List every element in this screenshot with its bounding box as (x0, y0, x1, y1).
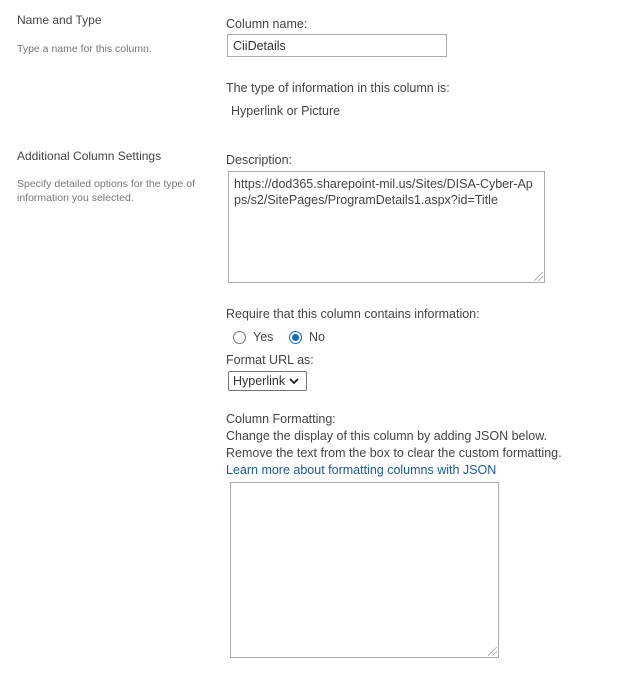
type-info-value: Hyperlink or Picture (231, 104, 341, 118)
radio-checked-icon[interactable] (289, 331, 302, 344)
section-description-name-and-type: Type a name for this column. (17, 43, 152, 55)
require-yes-radio[interactable] (233, 330, 273, 344)
resize-grip-icon[interactable] (488, 647, 497, 656)
format-url-label: Format URL as: (226, 353, 314, 367)
column-formatting-help-line1: Change the display of this column by adding JSON below. (226, 429, 548, 443)
radio-unchecked-icon[interactable] (233, 331, 246, 344)
column-formatting-textarea[interactable] (230, 482, 499, 658)
column-name-label: Column name: (226, 17, 308, 31)
chevron-down-icon (289, 377, 299, 385)
type-info-label: The type of information in this column is: (226, 81, 450, 95)
formatting-json-link[interactable]: Learn more about formatting columns with JSON (226, 463, 497, 477)
section-title-additional-settings: Additional Column Settings (17, 149, 162, 163)
require-no-radio[interactable] (289, 330, 325, 344)
resize-grip-icon[interactable] (534, 272, 543, 281)
description-textarea[interactable] (228, 171, 545, 283)
column-formatting-label: Column Formatting: (226, 412, 336, 426)
column-name-input[interactable] (227, 34, 447, 57)
require-yes-label: Yes (253, 330, 274, 344)
section-title-name-and-type: Name and Type (17, 13, 102, 27)
require-label: Require that this column contains information: (226, 307, 480, 321)
description-text: https://dod365.sharepoint-mil.us/Sites/DISA-Cyber-Apps/s2/SitePages/ProgramDetails1.aspx?id=Title (234, 177, 533, 207)
format-url-select[interactable] (228, 371, 307, 391)
require-no-label: No (309, 330, 325, 344)
section-description-additional-settings: Specify detailed options for the type of information you selected. (17, 178, 196, 204)
description-label: Description: (226, 153, 292, 167)
format-url-selected: Hyperlink (233, 374, 286, 388)
column-formatting-help-line2: Remove the text from the box to clear the custom formatting. (226, 446, 562, 460)
